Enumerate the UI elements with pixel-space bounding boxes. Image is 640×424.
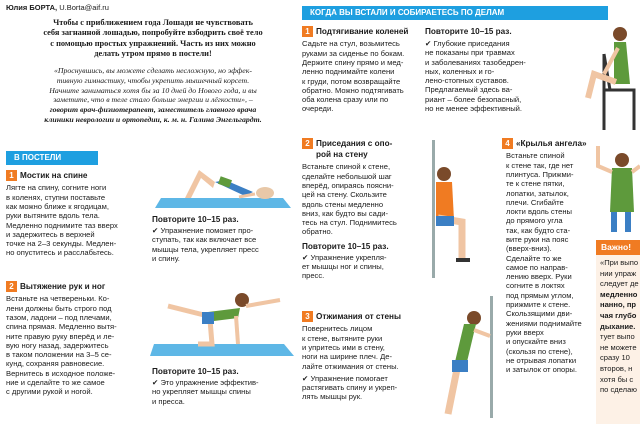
exercise-number: 2: [302, 138, 313, 149]
section-header-standing: КОГДА ВЫ ВСТАЛИ И СОБИРАЕТЕСЬ ПО ДЕЛАМ: [302, 6, 608, 20]
exercise-bridge-reps: [152, 214, 292, 263]
reps-label: Повторите 10–15 раз.: [152, 367, 239, 376]
exercise-note: [152, 378, 292, 406]
exercise-number: 2: [6, 281, 17, 292]
text-line: ние и сделайте то же самое: [6, 378, 105, 387]
text-line: оба колена сразу или по: [302, 95, 389, 105]
exercise-note: [152, 226, 292, 263]
exercise-title-row: [6, 170, 156, 181]
exercise-bridge: [6, 170, 156, 258]
warning-text: [596, 255, 640, 396]
text-line: нанно, пр: [600, 300, 637, 310]
text-line: и спину.: [152, 253, 180, 263]
text-line: но укрепляет мышцы спины: [152, 387, 251, 397]
text-line: Держите спину прямо и мед-: [302, 57, 404, 67]
byline: [6, 3, 109, 12]
arm-extended: [246, 300, 280, 306]
text-line: (вверх-вниз).: [506, 244, 552, 254]
exercise-description: [302, 39, 422, 113]
quote-line: клиники неврологии и ортопедии, к. м. н. Галина Энгельгардт.: [44, 114, 262, 124]
arm-left: [598, 146, 612, 172]
text-line: те к стене пятки,: [506, 179, 565, 189]
shorts: [202, 312, 214, 324]
text-line: лено-стопных суставов.: [425, 76, 509, 86]
text-line: к груди, потом возвращайте: [302, 76, 401, 86]
arm-support: [236, 316, 238, 344]
wall: [490, 296, 493, 418]
legs: [185, 170, 215, 198]
chair-knee-raise-illustration: [574, 24, 640, 134]
text-line: под прямым углом,: [506, 290, 574, 300]
text-line: лайте отжимания от стены.: [302, 361, 399, 371]
text-line: локти вдоль стены: [506, 207, 572, 217]
text-line: и упритесь ими в стену,: [302, 342, 385, 352]
exercise-number: 3: [302, 311, 313, 322]
exercise-limb-extension-reps: [152, 366, 292, 406]
text-line: лению вверх. Руки: [506, 272, 572, 282]
text-line: ноги на ширине плеч. Де-: [302, 352, 392, 362]
text-line: хотя бы с: [600, 374, 634, 384]
text-line: растягивать спину и укреп-: [302, 383, 398, 393]
leg: [588, 74, 616, 98]
text-line: дыхание.: [600, 321, 636, 331]
exercise-number: 1: [6, 170, 17, 181]
text-line: но опуститесь и расслабьтесь.: [6, 248, 114, 258]
head: [437, 167, 451, 181]
text-line: Медленно поднимите таз вверх: [6, 220, 118, 230]
exercise-knee-raise-reps: [425, 26, 553, 113]
text-line: не можете: [600, 342, 637, 352]
text-line: плечи. Сгибайте: [506, 197, 564, 207]
exercise-limb-extension: [6, 281, 156, 397]
wall-pushup-illustration: [430, 296, 498, 420]
text-line: руки вытяните вдоль тела.: [6, 211, 100, 221]
exercise-note: [302, 253, 426, 281]
text-line: риант – более безопасный,: [425, 94, 522, 104]
text-line: спина прямая. Медленно вытя-: [6, 322, 117, 332]
text-line: обратно. Можно подтягивать: [302, 85, 404, 95]
text-line: чая глубо: [600, 310, 637, 320]
text-line: тесь на стул. Поднимитесь: [302, 218, 397, 228]
text-line: как можно ближе к ягодицам,: [6, 201, 109, 211]
text-line: обратно.: [302, 227, 333, 237]
expert-quote: [8, 66, 298, 125]
arm: [474, 330, 490, 336]
intro-line: делать утром прямо в постели!: [94, 49, 212, 59]
text-line: прижмите к стене.: [506, 300, 571, 310]
exercise-note: [302, 374, 426, 402]
text-line: руками за сиденье по бокам.: [302, 48, 405, 58]
text-line: Повернитесь лицом: [302, 324, 373, 334]
exercise-title-row: [302, 138, 426, 149]
torso: [436, 182, 454, 220]
quote-line: Начните заниматься хотя бы за 10 дней до Нового года, и вы: [49, 85, 257, 95]
exercise-mat: [150, 344, 294, 356]
text-line: ✔ Упражнение поможет про-: [152, 226, 254, 235]
text-line: ✔ Упражнение помогает: [302, 373, 388, 383]
text-line: и задержитесь в верхней: [6, 229, 95, 239]
text-line: вниз, как будто вы сади-: [302, 208, 389, 218]
text-line: тазом, ладони – под плечами,: [6, 312, 112, 322]
intro-line: с помощью простых упражнений. Часть из них можно: [50, 38, 256, 48]
text-line: Скользящими дви-: [506, 309, 573, 319]
exercise-description: [502, 151, 590, 374]
exercise-title: «Крылья ангела»: [516, 139, 587, 148]
text-line: согните в локтях: [506, 281, 565, 291]
exercise-mat: [155, 198, 291, 208]
text-line: медленно: [600, 289, 638, 299]
torso: [610, 168, 634, 212]
exercise-description: [302, 324, 426, 370]
text-line: сделайте небольшой шаг: [302, 171, 392, 181]
text-line: нии упраж: [600, 268, 637, 278]
text-line: ступать, так как включает все: [152, 235, 257, 245]
torso: [454, 324, 476, 366]
text-line: Садьте на стул, возьмитесь: [302, 39, 400, 49]
text-line: точке на 2–3 секунды. Медлен-: [6, 239, 117, 249]
text-line: тует выпо: [600, 332, 635, 342]
head: [467, 311, 481, 325]
text-line: вите руки на пояс: [506, 235, 569, 244]
section-header-bed: В ПОСТЕЛИ: [6, 151, 98, 165]
text-line: лопатки, затылок,: [506, 188, 569, 198]
text-line: плинтуса. Прижми-: [506, 169, 574, 179]
text-line: очереди.: [302, 104, 334, 114]
text-line: в таком положении на 3–5 се-: [6, 350, 112, 360]
text-line: так, как будто ста-: [506, 225, 571, 235]
exercise-note: [425, 39, 553, 113]
text-line: жениями поднимайте: [506, 318, 582, 328]
text-line: Предлагаемый здесь ва-: [425, 85, 513, 95]
shorts: [452, 360, 468, 372]
exercise-title-row: [302, 26, 422, 37]
legs: [614, 212, 628, 232]
bird-dog-pose-illustration: [150, 286, 298, 360]
shorts: [436, 216, 454, 226]
quote-line: тивную гимнастику, чтобы укрепить мышечный корсет.: [56, 75, 250, 85]
author-name: Юлия БОРТА,: [6, 3, 58, 12]
reps-label: Повторите 10–15 раз.: [302, 241, 389, 251]
text-line: ✔ Это упражнение эффектив-: [152, 378, 259, 387]
text-line: Вернитесь в исходное положе-: [6, 368, 116, 378]
exercise-number: 1: [302, 26, 313, 37]
text-line: второв, н: [600, 363, 633, 373]
text-line: и затылок от опоры.: [506, 365, 577, 375]
text-line: следует де: [600, 279, 639, 289]
quote-line: «Проснувшись, вы можете сделать несложную, но эффек-: [53, 66, 252, 75]
shorts: [218, 176, 232, 188]
text-line: до прямого угла: [506, 216, 563, 226]
text-line: и пресса.: [152, 396, 185, 406]
text-line: ет мышцы ног и спины,: [302, 262, 384, 271]
quote-line: заметите, что в теле стало больше энергии и лёгкости», –: [53, 95, 253, 105]
text-line: по сделаю: [600, 385, 637, 395]
intro-line: Чтобы с приближением года Лошади не чувствовать: [53, 18, 253, 27]
head: [256, 187, 274, 199]
text-line: Встаньте на четвереньки. Ко-: [6, 294, 110, 304]
exercise-title-row: [502, 138, 590, 149]
text-line: но не менее эффективный.: [425, 104, 523, 114]
text-line: лени должны быть строго под: [6, 303, 112, 313]
exercise-title-row: [6, 281, 156, 292]
text-line: ните правую руку вперёд и ле-: [6, 331, 115, 341]
text-line: к стене так, где нет: [506, 160, 574, 170]
warning-label: Важно!: [596, 240, 640, 255]
head: [613, 27, 627, 41]
wall: [432, 140, 435, 278]
quote-line: говорит врач-физиотерапевт, заместитель главного врача: [49, 105, 257, 115]
exercise-knee-raise: [302, 26, 422, 114]
text-line: сразу 10: [600, 353, 630, 363]
text-line: цей на стену. Скользите: [302, 190, 387, 200]
warning-box: [596, 240, 640, 424]
exercise-title: Отжимания от стены: [316, 312, 401, 321]
text-line: Лягте на спину, согните ноги: [6, 183, 107, 193]
author-email: U.Borta@aif.ru: [59, 3, 109, 12]
text-line: с другими рукой и ногой.: [6, 387, 93, 397]
exercise-angel-wings: [502, 138, 590, 374]
text-line: ных, коленных и го-: [425, 66, 495, 76]
exercise-title-row: [302, 311, 426, 322]
text-line: Встаньте спиной: [506, 151, 565, 161]
text-line: не показаны при травмах: [425, 48, 515, 58]
text-line: ✔ Глубокие приседания: [425, 39, 510, 48]
exercise-number: 4: [502, 138, 513, 149]
text-line: ленно поднимайте колени: [302, 67, 395, 77]
bridge-pose-illustration: [155, 156, 295, 210]
text-line: «При выпо: [600, 258, 639, 267]
text-line: вую ногу назад, задержитесь: [6, 340, 109, 350]
text-line: пресс.: [302, 271, 325, 281]
wall-squat-illustration: [426, 140, 484, 280]
exercise-wall-squat: [302, 138, 426, 281]
exercise-title: Мостик на спине: [20, 171, 88, 180]
intro: [8, 18, 298, 60]
text-line: мышцы тела, укрепляет пресс: [152, 244, 259, 254]
text-line: и заболеваниях тазобедрен-: [425, 57, 526, 67]
exercise-wall-pushup: [302, 311, 426, 402]
text-line: лять мышцы рук.: [302, 392, 363, 402]
text-line: самое по направ-: [506, 262, 568, 272]
text-line: руки вверх: [506, 327, 544, 337]
text-line: ✔ Упражнение укрепля-: [302, 252, 387, 262]
exercise-title: Подтягивание коленей: [316, 27, 409, 36]
exercise-description: [6, 294, 156, 396]
text-line: вперёд, опираясь поясни-: [302, 180, 394, 190]
text-line: и опускайте вниз: [506, 337, 566, 347]
intro-line: себя загнанной лошадью, попробуйте взбодрить своё тело: [43, 28, 263, 38]
text-line: Встаньте спиной к стене,: [302, 162, 391, 172]
arm-right: [632, 166, 640, 172]
text-line: кунд, сохраняя равновесие.: [6, 359, 105, 369]
arm: [239, 194, 255, 197]
text-line: вдоль стены медленно: [302, 199, 384, 209]
exercise-title-continued: рой на стену: [316, 150, 368, 160]
exercise-title: Приседания с опо-: [316, 139, 393, 148]
text-line: в коленях, ступни поставьте: [6, 192, 106, 202]
text-line: Сделайте то же: [506, 253, 562, 263]
exercise-title: Вытяжение рук и ног: [20, 282, 106, 291]
exercise-description: [6, 183, 156, 257]
head: [615, 153, 629, 167]
text-line: к стене, вытяните руки: [302, 333, 383, 343]
text-line: (скользя по стене),: [506, 346, 573, 356]
exercise-description: [302, 162, 426, 236]
reps-label: Повторите 10–15 раз.: [152, 215, 239, 224]
angel-wings-illustration: [588, 136, 640, 232]
text-line: не отрывая лопатки: [506, 355, 577, 365]
reps-label: Повторите 10–15 раз.: [425, 27, 512, 36]
